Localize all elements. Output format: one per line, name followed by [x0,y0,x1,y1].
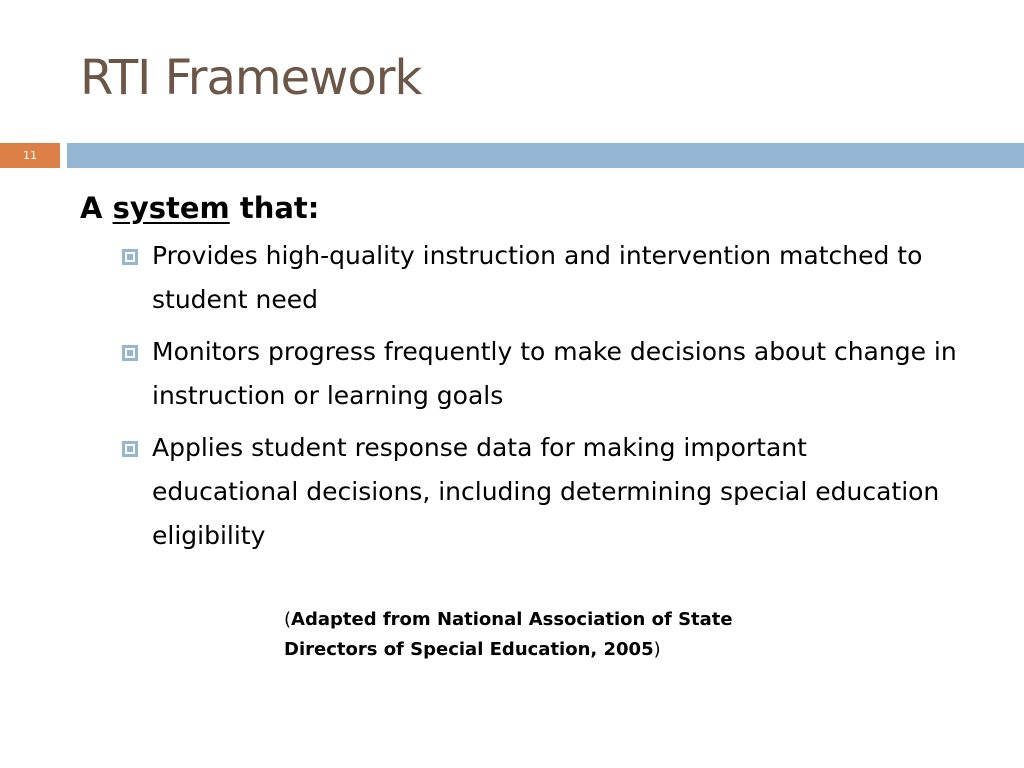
citation-text: Adapted from National Association of State Directors of Special Education, 2005 [284,609,733,660]
intro-underlined-word: system [112,191,230,225]
bullet-text: Applies student response data for making important educational decisions, including determining special education eligibility [152,432,940,550]
bullet-item [80,426,960,558]
square-bullet-icon [122,441,138,457]
slide-number-badge [0,143,60,168]
square-bullet-icon [122,249,138,265]
slide-title: RTI Framework [80,50,422,106]
bullet-item [80,330,960,418]
intro-line [80,190,960,228]
intro-suffix: that: [239,191,320,225]
bullet-item [80,234,960,322]
citation-open-paren: ( [284,609,292,630]
square-bullet-icon [122,345,138,361]
intro-prefix: A [80,191,103,225]
title-accent-bar [67,143,1024,168]
bullet-list [80,234,960,558]
citation-close-paren: ) [653,639,661,660]
slide-body [80,190,960,566]
slide-number: 11 [23,149,37,162]
citation [284,605,784,665]
bullet-text: Provides high-quality instruction and intervention matched to student need [152,240,923,314]
bullet-text: Monitors progress frequently to make decisions about change in instruction or learning goals [152,336,957,410]
